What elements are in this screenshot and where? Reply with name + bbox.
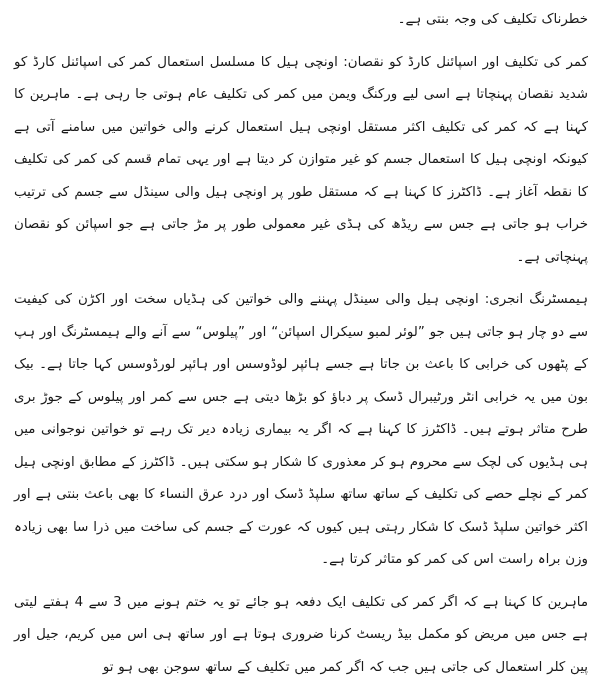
- article-paragraph-1: خطرناک تکلیف کی وجہ بنتی ہے۔: [14, 4, 588, 37]
- article-paragraph-4: ماہرین کا کہنا ہے کہ اگر کمر کی تکلیف ایک دفعہ ہو جائے تو یہ ختم ہونے میں 3 سے 4 ہفتے لیتی ہے جس میں مریض کو مکمل بیڈ ریسٹ کرنا ضروری ہوتا ہے اور ساتھ ہی اس میں کریم، جیل اور پین کلر استعمال کی جاتی ہیں جب کہ اگر کمر میں تکلیف کے ساتھ سوجن بھی ہو تو: [14, 587, 588, 684]
- article-paragraph-2: کمر کی تکلیف اور اسپائنل کارڈ کو نقصان: اونچی ہیل کا مسلسل استعمال کمر کی اسپائنل کارڈ کو شدید نقصان پہنچاتا ہے اسی لیے ورکنگ ویمن میں کمر کی تکلیف عام ہوتی جا رہی ہے۔ ماہرین کا کہنا ہے کہ کمر کی تکلیف اکثر مستقل اونچی ہیل استعمال کرنے والی خواتین میں سامنے آتی ہے کیونکہ اونچی ہیل کا استعمال جسم کو غیر متوازن کر دیتا ہے اور یہی تمام قسم کی کمر کی تکلیف کا نقطہ آغاز ہے۔ ڈاکٹرز کا کہنا ہے کہ مستقل طور پر اونچی ہیل والی سینڈل سے جسم کی ترتیب خراب ہو جاتی ہے جس سے ریڈھ کی ہڈی غیر معمولی طور پر مڑ جاتی ہے جو اسپائن کو نقصان پہنچاتی ہے۔: [14, 47, 588, 275]
- article-paragraph-3: ہیمسٹرنگ انجری: اونچی ہیل والی سینڈل پہننے والی خواتین کی ہڈیاں سخت اور اکڑن کی کیفیت سے دو چار ہو جاتی ہیں جو ”لوئر لمبو سیکرال اسپائن“ اور ”پیلوس“ سے آنے والے ہیمسٹرنگ اور ہپ کے پٹھوں کی خرابی کا باعث بن جاتا ہے جسے ہائپر لوڈوسس اور ہائپر لورڈوسس کہا جاتا ہے۔ بیک بون میں یہ خرابی انٹر ورٹیبرال ڈسک پر دباؤ کو بڑھا دیتی ہے جس سے کمر اور پیلوس کے جوڑ بری طرح متاثر ہوتے ہیں۔ ڈاکٹرز کا کہنا ہے کہ اگر یہ بیماری زیادہ دیر تک رہے تو خواتین نوجوانی میں ہی ہڈیوں کی لچک سے محروم ہو کر معذوری کا شکار ہو سکتی ہیں۔ ڈاکٹرز کے مطابق اونچی ہیل کمر کے نچلے حصے کی تکلیف کے ساتھ ساتھ سلپڈ ڈسک اور درد عرق النساء کا بھی باعث بنتی ہے اور اکثر خواتین سلپڈ ڈسک کا شکار رہتی ہیں کیوں کہ عورت کے جسم کی ساخت میں ذرا سا بھی زیادہ وزن براہ راست اس کی کمر کو متاثر کرتا ہے۔: [14, 284, 588, 577]
